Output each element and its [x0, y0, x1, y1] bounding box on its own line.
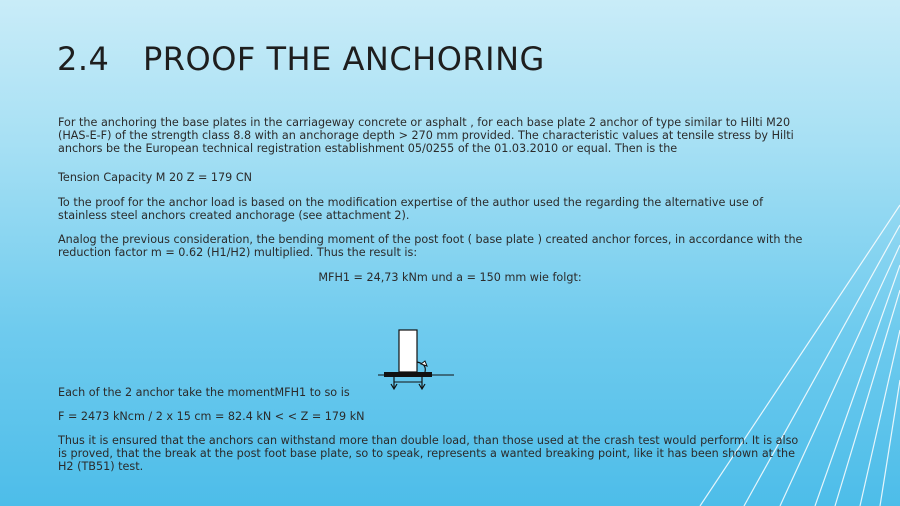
paragraph-analog: Analog the previous consideration, the bending moment of the post foot ( base plate ) created anchor forces, in accordance with the reduction factor m = 0.62 (H1/H2) multiplied. Thus the result is: — [58, 233, 803, 259]
section-number: 2.4 — [57, 40, 110, 78]
paragraph-force-calc: F = 2473 kNcm / 2 x 15 cm = 82.4 kN < < Z = 179 kN — [58, 410, 365, 423]
paragraph-anchoring: For the anchoring the base plates in the carriageway concrete or asphalt , for each base plate 2 anchor of type similar to Hilti M20 (HAS-E-F) of the strength class 8.8 with an anchorage depth > 270 mm provided. The characteristic values at tensile stress by Hilti anchors be the European technical registration establishment 05/0255 of the 01.03.2010 or equal. Then is the — [58, 116, 794, 155]
paragraph-conclusion: Thus it is ensured that the anchors can withstand more than double load, than those used at the crash test would perform. It is also is proved, that the break at the post foot base plate, so to speak, represents a wanted breaking point, like it has been shown at the H2 (TB51) test. — [58, 434, 799, 473]
formula-line: MFH1 = 24,73 kNm und a = 150 mm wie folgt: — [318, 271, 582, 284]
slide-title — [57, 40, 545, 78]
post-foot-diagram — [378, 326, 454, 392]
paragraph-each-anchor: Each of the 2 anchor take the momentMFH1 to so is — [58, 386, 350, 399]
paragraph-proof: To the proof for the anchor load is based on the modification expertise of the author used the regarding the alternative use of stainless steel anchors created anchorage (see attachment 2). — [58, 196, 764, 222]
paragraph-tension-capacity: Tension Capacity M 20 Z = 179 CN — [58, 171, 253, 184]
section-title: PROOF THE ANCHORING — [143, 40, 545, 78]
